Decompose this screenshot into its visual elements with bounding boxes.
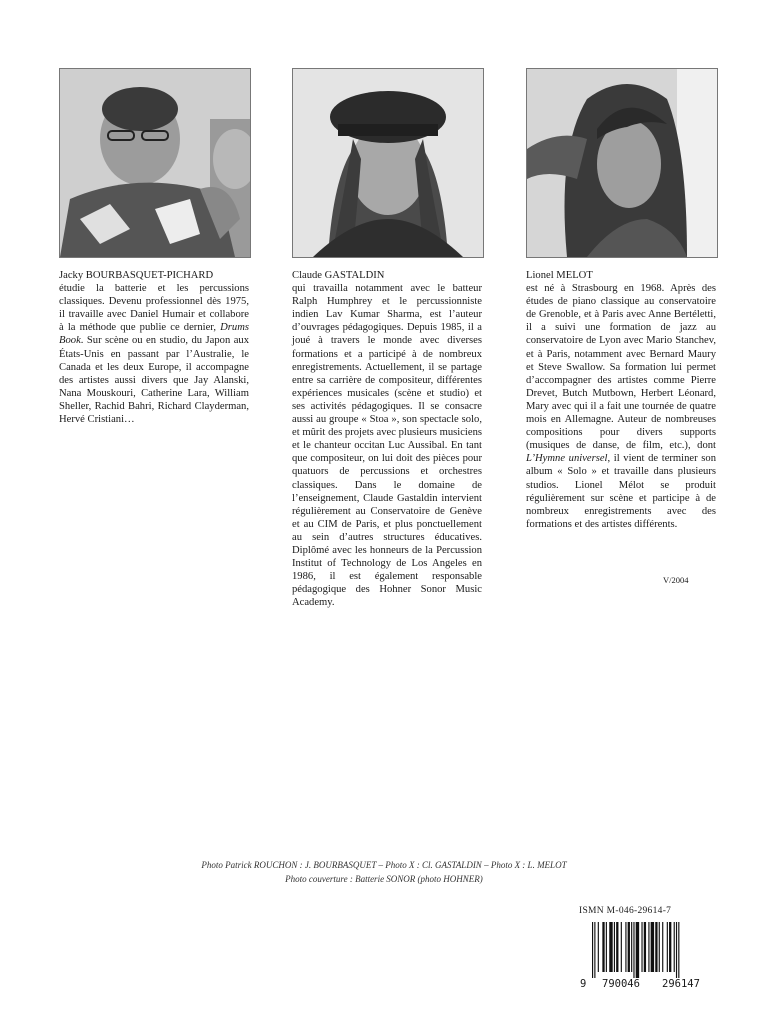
- bio-text: est né à Strasbourg en 1968. Après des études de piano classique au conservatoire de Grenoble, et à Paris avec Anne Bertéletti, il a suivi une formation de jazz au conservatoire de Lyon avec Mario Stanchev, et à Paris, notamment avec Bernard Maury et Steve Swallow. Sa formation lui permet d’accompagner des artistes comme Pierre Drevet, Butch Mutbown, Herbert Léonard, Mary avec qui il a fait une tournée de quatre mois en Allemagne. Auteur de nombreuses compositions pour divers supports (musiques de danse, de film, etc.), dont: [526, 283, 716, 452]
- barcode-bar: [633, 922, 634, 978]
- photo-credits-line: Photo Patrick ROUCHON : J. BOURBASQUET – Photo X : Cl. GASTALDIN – Photo X : L. MELOT: [201, 860, 567, 870]
- barcode-bar: [625, 922, 626, 972]
- barcode-bar: [651, 922, 654, 972]
- barcode-bar: [598, 922, 599, 972]
- barcode-bar: [609, 922, 612, 972]
- barcode-digits-left: 790046: [602, 978, 640, 990]
- barcode-bar: [631, 922, 632, 972]
- barcode-bar: [644, 922, 646, 972]
- barcode-bar: [628, 922, 630, 972]
- photo-claude-gastaldin: [292, 68, 484, 258]
- ismn-number: ISMN M-046-29614-7: [579, 906, 672, 916]
- barcode-bar: [669, 922, 671, 972]
- barcode-bar: [674, 922, 675, 972]
- barcode-bar: [606, 922, 607, 972]
- barcode-bars: [592, 922, 718, 978]
- barcode-bar: [655, 922, 657, 972]
- cover-credit-line: Photo couverture : Batterie SONOR (photo HOHNER): [285, 874, 483, 884]
- barcode-bar: [667, 922, 668, 972]
- bio-name: Lionel MELOT: [526, 270, 593, 281]
- barcode-bar: [621, 922, 622, 972]
- photo-jacky-bourbasquet: [59, 68, 251, 258]
- barcode-bar: [662, 922, 663, 972]
- barcode-bar: [659, 922, 660, 972]
- photo-lionel-melot: [526, 68, 718, 258]
- barcode-bar: [648, 922, 649, 972]
- bio-text-italic: L’Hymne universel: [526, 453, 608, 465]
- bio-lionel-melot: [526, 269, 716, 531]
- portrait-beret-image: [293, 69, 483, 257]
- barcode-bar: [594, 922, 595, 978]
- bio-name: Claude GASTALDIN: [292, 270, 385, 281]
- portrait-long-hair-image: [527, 69, 717, 257]
- bio-name: Jacky BOURBASQUET-PICHARD: [59, 270, 214, 281]
- photo-credits: [0, 858, 768, 886]
- barcode-bar: [636, 922, 639, 978]
- barcode-bar: [614, 922, 615, 972]
- barcode-bar: [641, 922, 642, 972]
- edition-date: V/2004: [663, 575, 689, 585]
- barcode-bar: [676, 922, 677, 978]
- barcode: [578, 922, 718, 992]
- barcode-digits-right: 296147: [662, 978, 700, 990]
- barcode-digits: [578, 978, 718, 992]
- barcode-bar: [678, 922, 679, 978]
- barcode-bar: [592, 922, 593, 978]
- bio-text: qui travailla notamment avec le batteur Ralph Humphrey et le percussionniste indien Lav Kumar Sharma, est l’auteur d’ouvrages pédagogiques. Depuis 1985, il a joué à travers le monde avec diverses formations et a participé à de nombreux enregistrements. Actuellement, il se partage entre sa carrière de compositeur, différentes expériences musicales (scène et studio) et ses activités pédagogiques. Il se consacre aussi au groupe « Stoa », son spectacle solo, et mûrit des projets avec plusieurs musiciens et le chanteur occitan Luc Aussibal. En tant que compositeur, on lui doit des pièces pour quatuors de percussions et orchestres classiques. Dans le domaine de l’enseignement, Claude Gastaldin intervient régulièrement au Conservatoire de Genève et au CIM de Paris, et plus ponctuellement au sein d’autres structures éducatives. Diplômé avec les honneurs de la Percussion Institut of Technology de Los Angeles en 1986, il est également responsable pédagogique des Hohner Sonor Music Academy.: [292, 283, 482, 609]
- bio-text: étudie la batterie et les percussions classiques. Devenu professionnel dès 1975, il travaille avec Daniel Humair et collabore à la méthode que publie ce dernier,: [59, 283, 249, 334]
- barcode-bar: [616, 922, 618, 972]
- portrait-drummer-image: [60, 69, 250, 257]
- bio-jacky-bourbasquet: [59, 269, 249, 426]
- bio-text-italic: Drums Book: [59, 322, 249, 347]
- bio-text: , il vient de terminer son album « Solo » et travaille dans plusieurs studios. Lionel Mélot se produit régulièrement sur scène et participe à de nombreux enregistrements avec des formations et des artistes différents.: [526, 453, 716, 530]
- barcode-bar: [602, 922, 604, 972]
- bio-claude-gastaldin: [292, 269, 482, 609]
- barcode-digit-first: 9: [580, 978, 587, 990]
- bio-text: . Sur scène ou en studio, du Japon aux États-Unis en passant par l’Australie, le Canada et les deux Europe, il accompagne des artistes aussi divers que Jay Alanski, Nana Mouskouri, Catherine Lara, William Sheller, Rachid Bahri, Richard Clayderman, Hervé Cristiani…: [59, 335, 249, 426]
